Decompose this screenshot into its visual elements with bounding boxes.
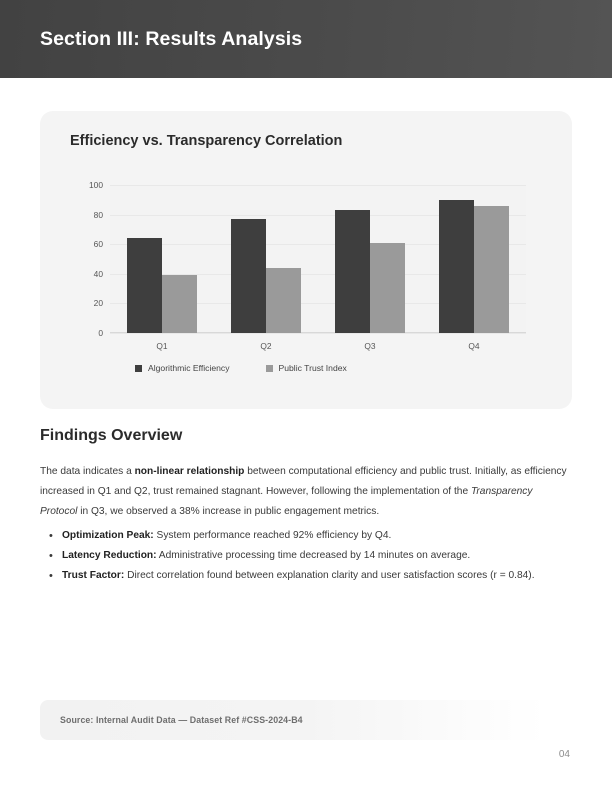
page-header-banner (0, 0, 612, 78)
findings-paragraph (40, 462, 572, 522)
findings-bullet-label: Trust Factor: (62, 570, 125, 581)
findings-paragraph-part1: The data indicates a (40, 466, 135, 477)
chart-legend (135, 363, 347, 373)
y-axis-tick-label: 20 (93, 298, 103, 309)
legend-label: Algorithmic Efficiency (148, 363, 230, 373)
y-axis-tick-label: 60 (93, 239, 103, 250)
bar-q3-series1 (335, 210, 370, 333)
bar-group (318, 185, 422, 351)
chart-title: Efficiency vs. Transparency Correlation (70, 133, 343, 149)
findings-paragraph-part2: between computational efficiency and public trust. Initially, as efficiency increased in Q1 and Q2, trust remained stagnant. However, following the implementation of the (40, 466, 567, 497)
bar-q4-series2 (474, 206, 509, 333)
source-text: Source: Internal Audit Data — Dataset Ref #CSS-2024-B4 (60, 715, 303, 725)
findings-bullet-label: Optimization Peak: (62, 530, 154, 541)
y-axis-tick-label: 100 (89, 180, 103, 190)
findings-bullet-text: System performance reached 92% efficiency by Q4. (153, 530, 392, 541)
y-axis-tick-label: 40 (93, 268, 103, 279)
findings-section (40, 427, 572, 586)
page-number: 04 (558, 749, 570, 760)
y-axis-tick-label: 80 (93, 209, 103, 220)
bar-q4-series1 (439, 200, 474, 333)
bar-q2-series2 (266, 268, 301, 333)
x-axis-tick-label: Q3 (364, 341, 376, 351)
bar-q1-series1 (127, 238, 162, 333)
x-axis-tick-label: Q2 (260, 341, 272, 351)
chart-plot-area (89, 180, 526, 351)
x-axis-tick-label: Q1 (156, 341, 168, 351)
chart-bar-groups (110, 185, 526, 351)
findings-bullet-item (62, 546, 572, 566)
source-box (40, 700, 546, 740)
findings-bullet-label: Latency Reduction: (62, 550, 157, 561)
bar-q3-series2 (370, 243, 405, 333)
legend-swatch-icon (266, 365, 273, 372)
findings-paragraph-part3: in Q3, we observed a 38% increase in public engagement metrics. (77, 506, 380, 517)
findings-bullet-list (40, 526, 572, 586)
page-title: Section III: Results Analysis (40, 27, 303, 50)
bar-q1-series2 (162, 275, 197, 333)
findings-heading: Findings Overview (40, 427, 183, 444)
bar-group (110, 185, 214, 351)
chart-card (40, 111, 572, 409)
legend-item (266, 363, 347, 373)
y-axis-tick-label: 0 (98, 328, 103, 338)
findings-paragraph-bold: non-linear relationship (134, 466, 245, 477)
findings-bullet-text: Administrative processing time decreased by 14 minutes on average. (156, 550, 471, 561)
bar-q2-series1 (231, 219, 266, 333)
findings-bullet-item (62, 566, 572, 586)
bar-group (422, 185, 526, 351)
findings-bullet-text: Direct correlation found between explanation clarity and user satisfaction scores (r = 0.84). (124, 570, 535, 581)
bar-group (214, 185, 318, 351)
gridline (110, 333, 526, 334)
findings-paragraph-italic: Transparency Protocol (40, 486, 533, 517)
legend-label: Public Trust Index (278, 363, 347, 373)
findings-bullet-item (62, 526, 572, 546)
legend-item (135, 363, 230, 373)
legend-swatch-icon (135, 365, 142, 372)
x-axis-tick-label: Q4 (468, 341, 480, 351)
